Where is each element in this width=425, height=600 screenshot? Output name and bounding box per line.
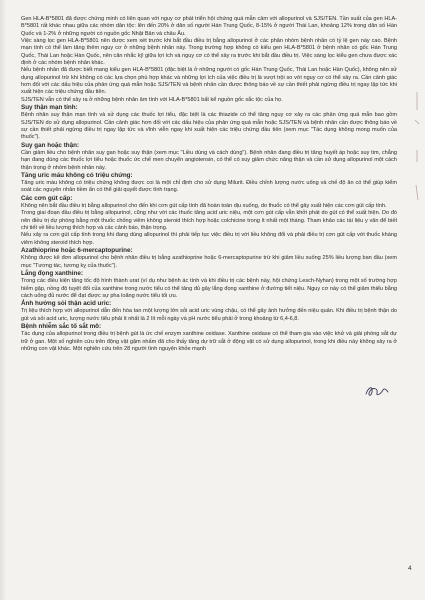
page-number: 4 — [408, 565, 412, 572]
paragraph-chronic-renal — [21, 112, 397, 141]
heading-acute-gout: Các cơn gút cấp: — [21, 194, 73, 202]
scan-edge-shadow — [0, 0, 6, 600]
heading-hemochromatosis: Bệnh nhiễm sắc tố sắt mô: — [21, 323, 102, 331]
paragraph-acute-gout-start: Không nên bắt đầu điều trị bằng allopurinol cho đến khi cơn gút cấp tính đã hoàn toàn dịu xuống, do thuốc có thể gây xuất hiện các cơn gút cấp tính. — [21, 203, 387, 210]
heading-chronic-renal: Suy thận mạn tính: — [21, 104, 78, 112]
paragraph-acute-gout-prophylaxis: Trong giai đoạn đầu điều trị bằng allopurinol, cũng như với các thuốc tăng acid uric niệu, một cơn gút cấp vẫn khởi phát do gút có thể xuất hiện. Do đó nên điều trị dự phòng bằng một thuốc chống viêm không steroid thích hợp hoặc colchicine trong ít nhất một tháng. Tham khảo các tài liệu y văn để biết chi tiết về liều lượng thích hợp và các cảnh báo, thận trọng. — [21, 210, 397, 232]
heading-hepatic-renal: Suy gan hoặc thận: — [21, 141, 80, 149]
heading-asymptomatic-hyperuricemia: Tăng uric máu không có triệu chứng: — [21, 171, 133, 179]
paragraph-hla-frequency: Gen HLA-B*5801 đã được chứng minh có liên quan với nguy cơ phát triển hội chứng quá mẫn cảm với allopurinol và SJS/TEN. Tần suất của gen HLA-B*5801 rất khác nhau giữa các nhóm dân tộc: lên đến 20% ở dân số người Hán Trung Quốc, 8-15% ở người Thái Lan, khoảng 12% trong dân số Hàn Quốc và 1-2% ở những người có nguồn gốc Nhật Bản và châu Âu. — [21, 16, 397, 37]
paragraph-xanthine-deposition: Trong các điều kiện tăng tốc độ hình thành urat (ví dụ như bệnh ác tính và khi điều trị các bệnh này, hội chứng Lesch-Nyhan) trong một số trường hợp hiếm gặp, nồng độ tuyệt đối của xanthine trong nước tiểu có thể tăng đủ gây lắng đọng xanthine ở đường tiết niệu. Nguy cơ này có thể giảm thiểu bằng cách uống đủ nước để đạt được sự pha loãng nước tiểu tối ưu. — [21, 278, 397, 299]
paragraph-hepatic-renal: Cần giảm liều cho bệnh nhân suy gan hoặc suy thận (xem mục "Liều dùng và cách dùng"). Bệnh nhân đang điều trị tăng huyết áp hoặc suy tim, chẳng hạn đang dùng các thuốc lợi tiểu hoặc thuốc ức chế men chuyển angiotensin, có thể có suy giảm chức năng thận và cần sử dụng allopurinol một cách thận trọng ở nhóm bệnh nhân này. — [21, 149, 397, 171]
paragraph-hla-negative: SJS/TEN vẫn có thể xảy ra ở những bệnh nhân âm tính với HLA-B*5801 bất kể nguồn gốc sắc tộc của họ. — [21, 96, 283, 103]
text-chronic-renal: Bệnh nhân suy thận mạn tính và sử dụng các thuốc lợi tiểu, đặc biệt là các thiazide có thể tăng nguy cơ xảy ra các phản ứng quá mẫn bao gồm SJS/TEN do sử dụng allopurinol. Cần cảnh giác hơn đối với các dấu hiệu của phản ứng quá mẫn hoặc SJS/TEN và bệnh nhân cần được thông báo về sự cần thiết phải ngừng điều trị ngay lập tức và vĩnh viễn ngay khi xuất hiện các triệu chứng đầu tiên (xem mục "Tác dụng không mong muốn của thuốc"). — [21, 112, 397, 141]
heading-uric-acid-stones: Ảnh hưởng sỏi thận acid uric: — [21, 300, 112, 308]
document-body — [21, 16, 397, 353]
paragraph-uric-acid-stones: Trị liệu thích hợp với allopurinol dẫn đến hòa tan một lượng lớn sỏi acid uric vùng chậu, có thể gây ảnh hưởng đến niệu quản. Khi điều trị bệnh thận do gút và sỏi acid uric, lượng nước tiểu phải ít nhất là 2 lít mỗi ngày và pH nước tiểu phải ở trong khoảng từ 6,4-6,8. — [21, 308, 397, 322]
handwritten-signature — [364, 383, 390, 399]
paragraph-acute-gout-during: Nếu xảy ra cơn gút cấp tính trong khi đang dùng allopurinol thì phải tiếp tục việc điều trị với liều không đổi và phải điều trị cơn gút cấp với thuốc kháng viêm không steroid thích hợp. — [21, 232, 397, 246]
paragraph-hla-carrier: Nếu bệnh nhân đã được biết mang kiểu gen HLA-B*5801 (đặc biệt là ở những người có gốc Hán Trung Quốc, Thái Lan hoặc Hàn Quốc), không nên sử dụng allopurinol trừ khi không có các lựa chọn phù hợp khác và những lợi ích của việc điều trị là vượt trội so với nguy cơ có thể xảy ra. Cần cảnh giác hơn đối với các dấu hiệu của phản ứng quá mẫn hoặc SJS/TEN và bệnh nhân cần được thông báo về sự cần thiết phải ngừng điều trị ngay lập tức khi xuất hiện các triệu chứng đầu tiên. — [21, 67, 397, 96]
paragraph-hemochromatosis: Tác dụng của allopurinol trong điều trị bệnh gút là ức chế enzym xanthine oxidase. Xanthine oxidase có thể tham gia vào việc khử và giải phóng sắt dự trữ ở gan. Một số nghiên cứu trên động vật gặm nhấm đã cho thấy tăng dự trữ sắt ở động vật có sử dụng allopurinol, trong khi điều này không xảy ra ở những con vật khác. Một nghiên cứu trên 28 người tình nguyện khỏe mạnh — [21, 331, 397, 352]
margin-scan-mark — [412, 90, 422, 210]
heading-azathioprine: Azathioprine hoặc 6-mercaptopurine: — [21, 247, 133, 255]
paragraph-azathioprine: Không được kê đơn allopurinol cho bệnh nhân điều trị bằng azathioprine hoặc 6-mercaptopurine trừ khi giảm liều xuống 25% liều lượng ban đầu (xem mục "Tương tác, tương kỵ của thuốc"). — [21, 255, 397, 269]
paragraph-asymptomatic-hyperuricemia: Tăng uric máu không có triệu chứng không được coi là một chỉ định cho sử dụng Milurit. Điều chỉnh lượng nước uống và chế độ ăn có thể giúp kiểm soát các nguyên nhân tiềm ẩn có thể giải quyết được tình trạng. — [21, 180, 397, 194]
paragraph-hla-screening: Việc sàng lọc gen HLA-B*5801 nên được xem xét trước khi bắt đầu điều trị bằng allopurinol ở các phân nhóm bệnh nhân có tỷ lệ gen này cao. Bệnh mạn tính có thể làm tăng thêm nguy cơ ở những bệnh nhân này. Trong trường hợp không có kiểu gen HLA-B*5801 ở bệnh nhân có gốc Hán Trung Quốc, Thái Lan hoặc Hàn Quốc, nên cân nhắc kỹ giữa lợi ích và nguy cơ có thể xảy ra trước khi bắt đầu điều trị. Việc sàng lọc kiểu gen chưa được xác định ở các nhóm bệnh nhân khác. — [21, 38, 397, 67]
heading-xanthine-deposition: Lắng đọng xanthine: — [21, 269, 83, 277]
